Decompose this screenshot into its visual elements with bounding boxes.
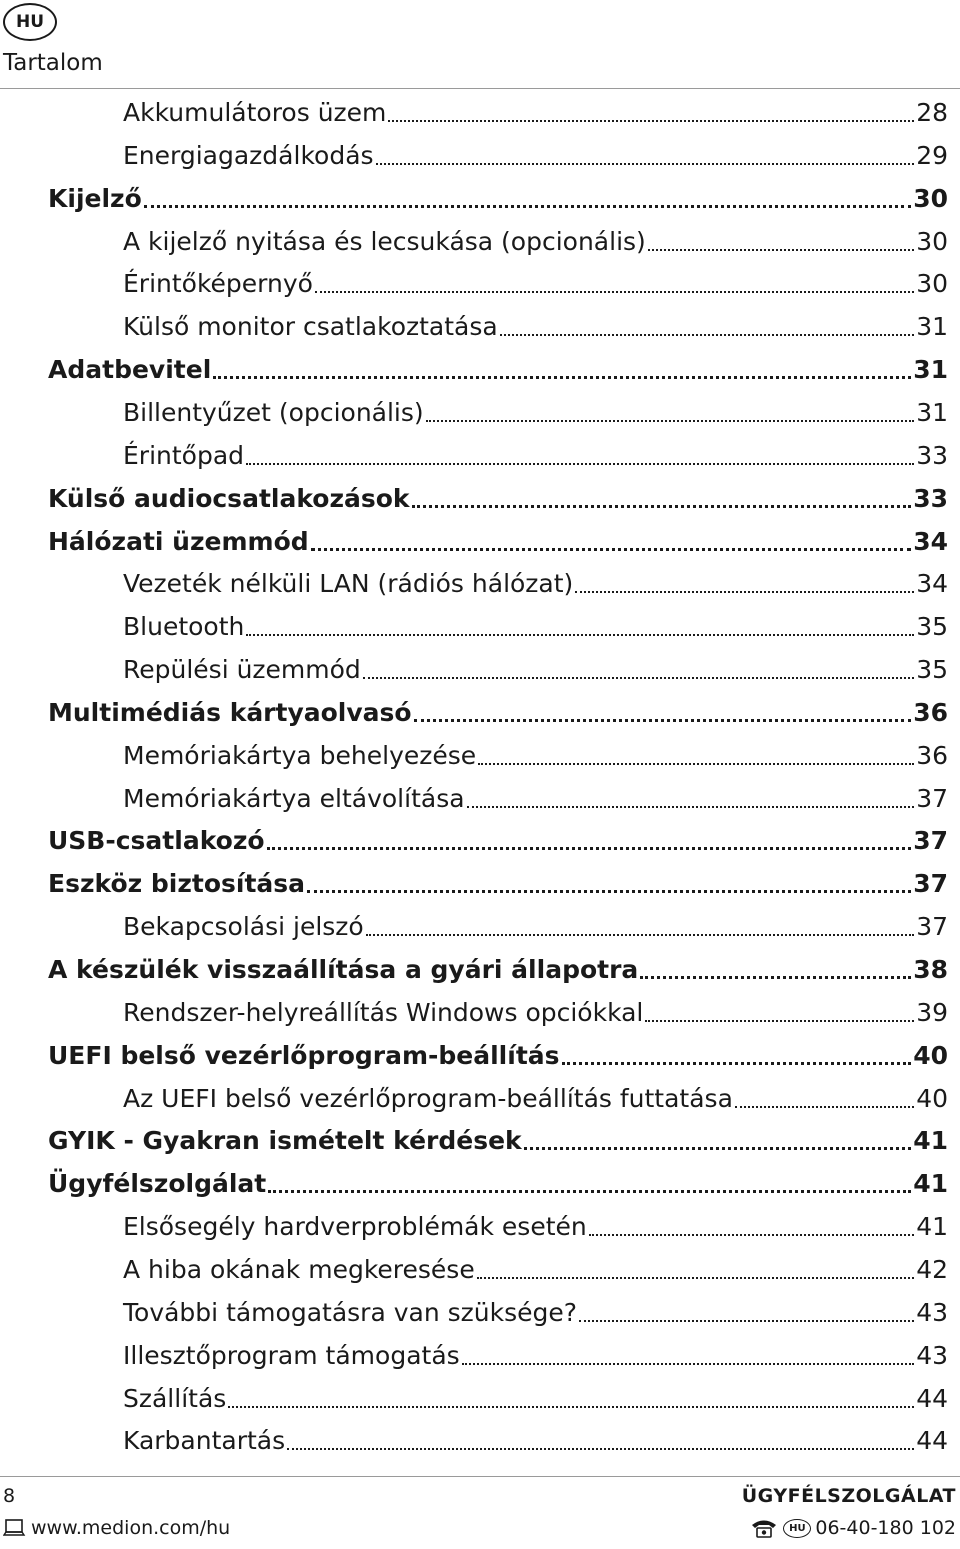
toc-dot-leader [524, 1147, 912, 1150]
toc-chapter-entry[interactable] [48, 352, 948, 388]
toc-dot-leader [645, 1020, 914, 1022]
toc-entry-title: GYIK - Gyakran ismételt kérdések [48, 1126, 522, 1155]
toc-dot-leader [376, 163, 915, 165]
page-title: Tartalom [3, 50, 103, 76]
toc-dot-leader [575, 591, 914, 593]
toc-entry-page: 30 [913, 184, 948, 213]
toc-entry-page: 39 [916, 998, 948, 1027]
toc-entry-title: Eszköz biztosítása [48, 869, 306, 898]
toc-entry-page: 41 [913, 1169, 948, 1198]
toc-entry-title: Szállítás [123, 1384, 227, 1413]
toc-entry-page: 43 [916, 1298, 948, 1327]
toc-entry-title: Bekapcsolási jelszó [123, 912, 364, 941]
toc-entry-page: 33 [916, 441, 948, 470]
toc-section-entry[interactable] [123, 1295, 948, 1331]
toc-dot-leader [414, 719, 912, 722]
toc-dot-leader [246, 634, 914, 636]
toc-entry-page: 34 [913, 527, 948, 556]
toc-entry-title: Illesztőprogram támogatás [123, 1341, 460, 1370]
header-divider [0, 88, 960, 89]
toc-section-entry[interactable] [123, 609, 948, 645]
toc-entry-title: Adatbevitel [48, 355, 212, 384]
toc-entry-page: 30 [916, 227, 948, 256]
website-link[interactable]: www.medion.com/hu [31, 1517, 231, 1539]
toc-dot-leader [462, 1363, 915, 1365]
toc-dot-leader [307, 890, 911, 893]
toc-entry-page: 37 [913, 826, 948, 855]
toc-entry-page: 44 [916, 1384, 948, 1413]
toc-entry-title: További támogatásra van szüksége? [123, 1298, 578, 1327]
toc-section-entry[interactable] [123, 138, 948, 174]
toc-entry-title: Külső audiocsatlakozások [48, 484, 410, 513]
toc-dot-leader [268, 1190, 911, 1193]
toc-entry-title: Vezeték nélküli LAN (rádiós hálózat) [123, 569, 574, 598]
phone-country-badge: HU [783, 1519, 811, 1538]
toc-entry-page: 41 [913, 1126, 948, 1155]
toc-entry-page: 44 [916, 1426, 948, 1455]
toc-section-entry[interactable] [123, 1252, 948, 1288]
toc-chapter-entry[interactable] [48, 481, 948, 517]
page-number: 8 [3, 1485, 16, 1507]
toc-dot-leader [315, 291, 914, 293]
toc-entry-page: 43 [916, 1341, 948, 1370]
toc-entry-title: Hálózati üzemmód [48, 527, 309, 556]
toc-section-entry[interactable] [123, 909, 948, 945]
toc-section-entry[interactable] [123, 738, 948, 774]
footer-phone [749, 1517, 956, 1539]
toc-entry-page: 35 [916, 612, 948, 641]
toc-entry-page: 42 [916, 1255, 948, 1284]
footer-section-name: ÜGYFÉLSZOLGÁLAT [741, 1485, 956, 1507]
toc-entry-page: 31 [913, 355, 948, 384]
toc-section-entry[interactable] [123, 566, 948, 602]
toc-dot-leader [246, 463, 914, 465]
toc-dot-leader [500, 334, 914, 336]
footer-website[interactable] [3, 1517, 230, 1539]
toc-entry-title: Az UEFI belső vezérlőprogram-beállítás futtatása [123, 1084, 733, 1113]
toc-entry-title: Repülési üzemmód [123, 655, 361, 684]
toc-section-entry[interactable] [123, 1338, 948, 1374]
toc-entry-title: Elsősegély hardverproblémák esetén [123, 1212, 587, 1241]
toc-entry-page: 36 [916, 741, 948, 770]
toc-entry-page: 29 [916, 141, 948, 170]
toc-entry-page: 33 [913, 484, 948, 513]
toc-entry-title: Memóriakártya eltávolítása [123, 784, 465, 813]
phone-number: 06-40-180 102 [815, 1517, 956, 1539]
toc-section-entry[interactable] [123, 1381, 948, 1417]
toc-entry-title: Memóriakártya behelyezése [123, 741, 477, 770]
toc-dot-leader [366, 934, 914, 936]
toc-dot-leader [589, 1234, 914, 1236]
toc-entry-page: 37 [916, 912, 948, 941]
toc-section-entry[interactable] [123, 309, 948, 345]
toc-dot-leader [478, 763, 914, 765]
toc-section-entry[interactable] [123, 1081, 948, 1117]
toc-entry-page: 38 [913, 955, 948, 984]
toc-entry-title: Érintőképernyő [123, 269, 313, 298]
toc-dot-leader [388, 120, 914, 122]
toc-entry-title: Kijelző [48, 184, 142, 213]
toc-entry-title: Rendszer-helyreállítás Windows opciókkal [123, 998, 644, 1027]
toc-entry-page: 31 [916, 398, 948, 427]
toc-entry-title: Érintőpad [123, 441, 245, 470]
toc-entry-page: 35 [916, 655, 948, 684]
toc-entry-title: USB-csatlakozó [48, 826, 265, 855]
toc-entry-title: Billentyűzet (opcionális) [123, 398, 424, 427]
toc-chapter-entry[interactable] [48, 1123, 948, 1159]
toc-dot-leader [144, 205, 911, 208]
toc-section-entry[interactable] [123, 395, 948, 431]
toc-entry-title: A hiba okának megkeresése [123, 1255, 475, 1284]
toc-dot-leader [412, 505, 912, 508]
toc-entry-page: 30 [916, 269, 948, 298]
toc-dot-leader [648, 249, 914, 251]
toc-entry-page: 40 [916, 1084, 948, 1113]
toc-dot-leader [287, 1448, 914, 1450]
toc-chapter-entry[interactable] [48, 695, 948, 731]
toc-entry-page: 37 [916, 784, 948, 813]
toc-dot-leader [640, 976, 911, 979]
toc-section-entry[interactable] [123, 1423, 948, 1459]
toc-entry-page: 28 [916, 98, 948, 127]
toc-entry-title: UEFI belső vezérlőprogram-beállítás [48, 1041, 560, 1070]
toc-dot-leader [363, 677, 914, 679]
toc-entry-page: 36 [913, 698, 948, 727]
laptop-icon [3, 1518, 27, 1538]
footer-divider [0, 1476, 960, 1477]
toc-entry-page: 37 [913, 869, 948, 898]
language-badge: HU [3, 3, 57, 41]
toc-entry-title: A kijelző nyitása és lecsukása (opcionális) [123, 227, 646, 256]
toc-dot-leader [228, 1406, 914, 1408]
toc-section-entry[interactable] [123, 224, 948, 260]
toc-chapter-entry[interactable] [48, 952, 948, 988]
toc-dot-leader [213, 376, 911, 379]
toc-dot-leader [267, 847, 912, 850]
toc-entry-title: Bluetooth [123, 612, 245, 641]
toc-entry-title: Energiagazdálkodás [123, 141, 374, 170]
toc-dot-leader [579, 1320, 914, 1322]
toc-entry-title: Külső monitor csatlakoztatása [123, 312, 498, 341]
toc-chapter-entry[interactable] [48, 1166, 948, 1202]
telephone-icon [749, 1517, 779, 1539]
toc-chapter-entry[interactable] [48, 181, 948, 217]
toc-dot-leader [467, 806, 915, 808]
toc-chapter-entry[interactable] [48, 866, 948, 902]
toc-section-entry[interactable] [123, 438, 948, 474]
toc-section-entry[interactable] [123, 266, 948, 302]
toc-chapter-entry[interactable] [48, 1038, 948, 1074]
toc-chapter-entry[interactable] [48, 524, 948, 560]
toc-entry-title: Multimédiás kártyaolvasó [48, 698, 412, 727]
toc-section-entry[interactable] [123, 95, 948, 131]
toc-dot-leader [477, 1277, 914, 1279]
toc-dot-leader [311, 548, 912, 551]
toc-entry-title: Akkumulátoros üzem [123, 98, 387, 127]
toc-entry-page: 40 [913, 1041, 948, 1070]
toc-dot-leader [426, 420, 915, 422]
toc-section-entry[interactable] [123, 995, 948, 1031]
toc-section-entry[interactable] [123, 781, 948, 817]
toc-entry-title: Karbantartás [123, 1426, 286, 1455]
toc-section-entry[interactable] [123, 652, 948, 688]
toc-section-entry[interactable] [123, 1209, 948, 1245]
toc-entry-page: 41 [916, 1212, 948, 1241]
toc-entry-title: Ügyfélszolgálat [48, 1169, 267, 1198]
toc-entry-page: 34 [916, 569, 948, 598]
toc-dot-leader [562, 1062, 912, 1065]
toc-entry-title: A készülék visszaállítása a gyári állapotra [48, 955, 639, 984]
toc-entry-page: 31 [916, 312, 948, 341]
toc-chapter-entry[interactable] [48, 823, 948, 859]
toc-dot-leader [735, 1106, 914, 1108]
